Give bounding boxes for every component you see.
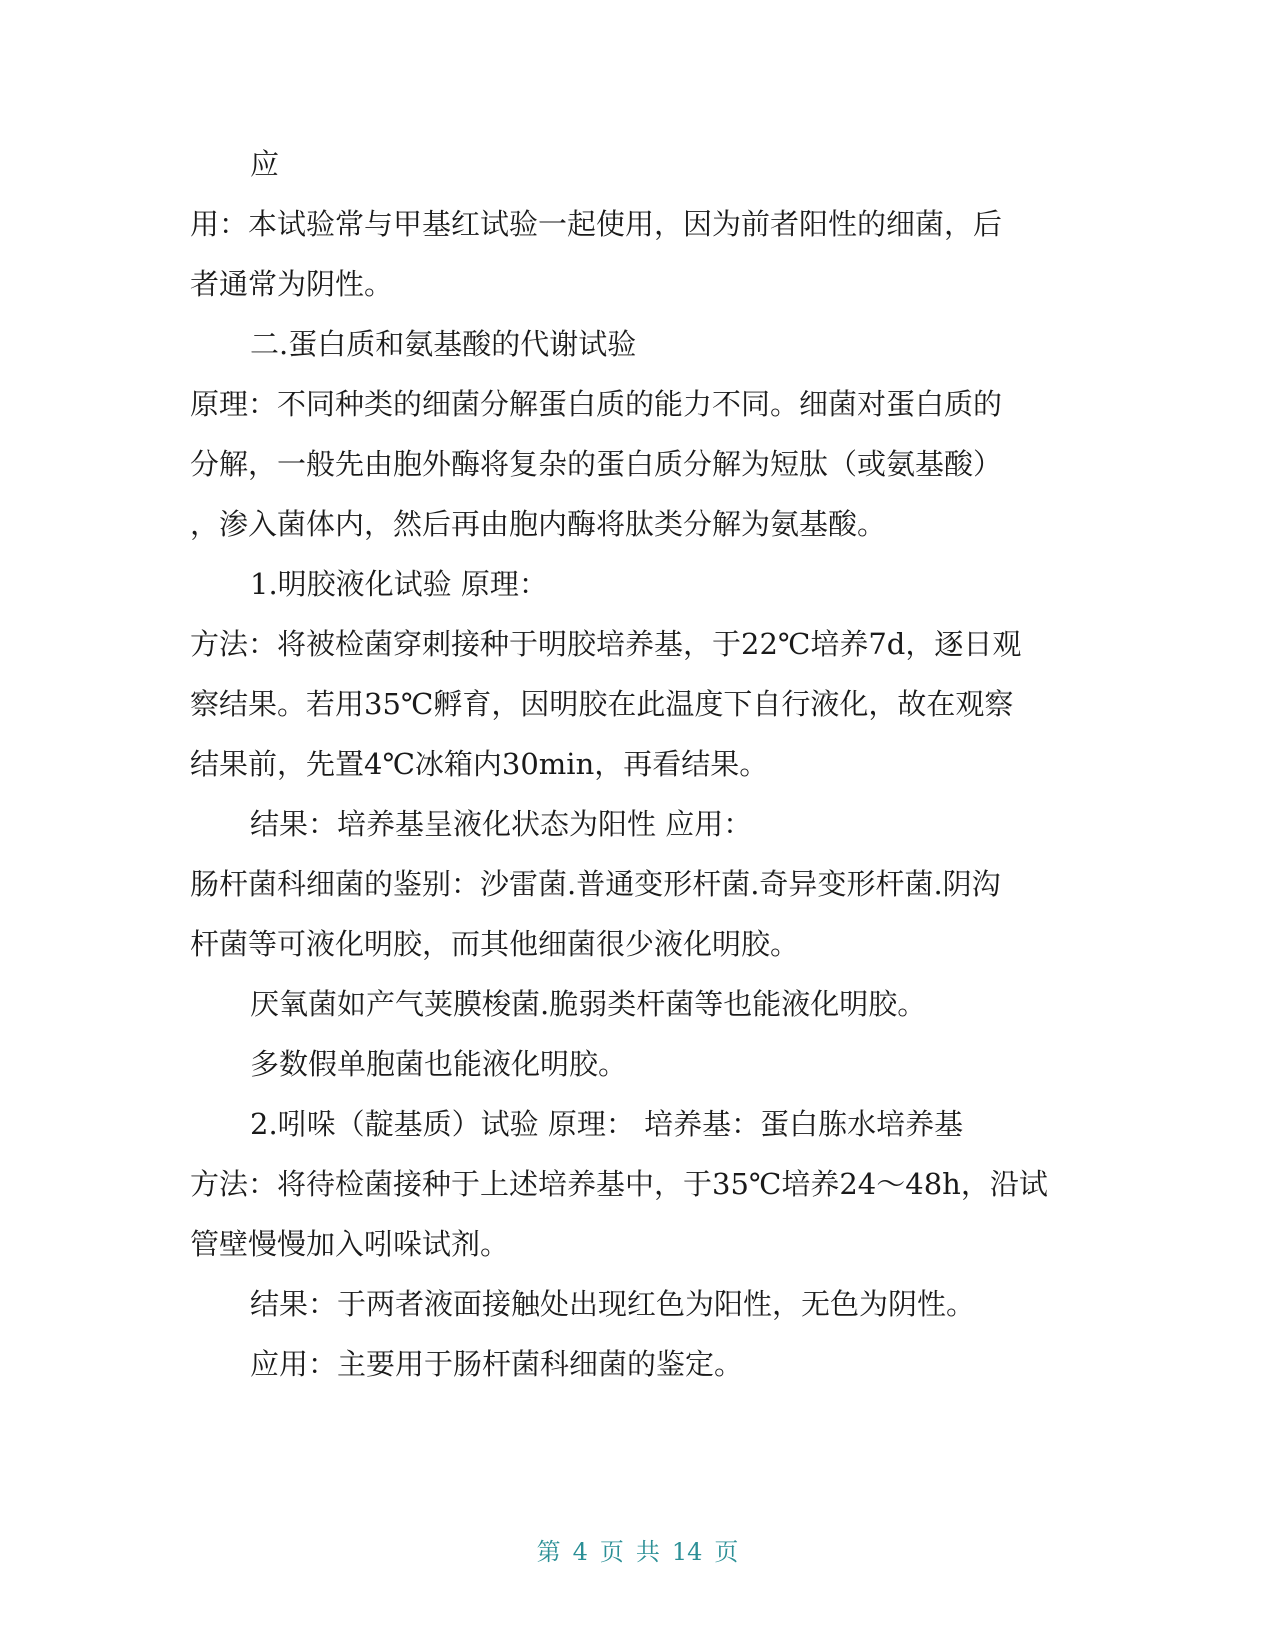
text-line: 肠杆菌科细菌的鉴别：沙雷菌.普通变形杆菌.奇异变形杆菌.阴沟 (190, 867, 1001, 901)
text-line: 分解，一般先由胞外酶将复杂的蛋白质分解为短肽（或氨基酸） (190, 447, 1003, 481)
text-line: 者通常为阴性。 (190, 267, 394, 301)
total-pages-number: 14 (671, 1538, 703, 1566)
text-line: 结果前，先置4℃冰箱内30min，再看结果。 (190, 747, 769, 781)
text-line: 原理：不同种类的细菌分解蛋白质的能力不同。细菌对蛋白质的 (190, 387, 1003, 421)
text-line: 察结果。若用35℃孵育，因明胶在此温度下自行液化，故在观察 (190, 687, 1014, 721)
page-footer (0, 1532, 1275, 1567)
text-line: 应用：主要用于肠杆菌科细菌的鉴定。 (250, 1347, 744, 1381)
text-line: 用：本试验常与甲基红试验一起使用，因为前者阳性的细菌，后 (190, 207, 1003, 241)
subsection-heading: 1.明胶液化试验 原理： (250, 567, 548, 601)
footer-suffix: 页 (714, 1538, 739, 1566)
section-heading: 二.蛋白质和氨基酸的代谢试验 (250, 327, 637, 361)
text-line: 应 (250, 147, 280, 181)
text-line: 管壁慢慢加入吲哚试剂。 (190, 1227, 510, 1261)
text-line: ，渗入菌体内，然后再由胞内酶将肽类分解为氨基酸。 (190, 507, 887, 541)
text-line: 杆菌等可液化明胶，而其他细菌很少液化明胶。 (190, 927, 800, 961)
footer-total-prefix: 共 (635, 1538, 660, 1566)
subsection-heading: 2.吲哚（靛基质）试验 原理： 培养基：蛋白胨水培养基 (250, 1107, 964, 1141)
current-page-number: 4 (572, 1538, 588, 1566)
text-line: 多数假单胞菌也能液化明胶。 (250, 1047, 628, 1081)
text-line: 结果：于两者液面接触处出现红色为阳性，无色为阴性。 (250, 1287, 976, 1321)
footer-page-label: 页 (599, 1538, 624, 1566)
footer-prefix: 第 (536, 1538, 561, 1566)
text-line: 方法：将被检菌穿刺接种于明胶培养基，于22℃培养7d，逐日观 (190, 627, 1022, 661)
text-line: 方法：将待检菌接种于上述培养基中，于35℃培养24～48h，沿试 (190, 1167, 1048, 1201)
text-line: 结果：培养基呈液化状态为阳性 应用： (250, 807, 753, 841)
document-body (190, 134, 1090, 1394)
text-line: 厌氧菌如产气荚膜梭菌.脆弱类杆菌等也能液化明胶。 (250, 987, 927, 1021)
